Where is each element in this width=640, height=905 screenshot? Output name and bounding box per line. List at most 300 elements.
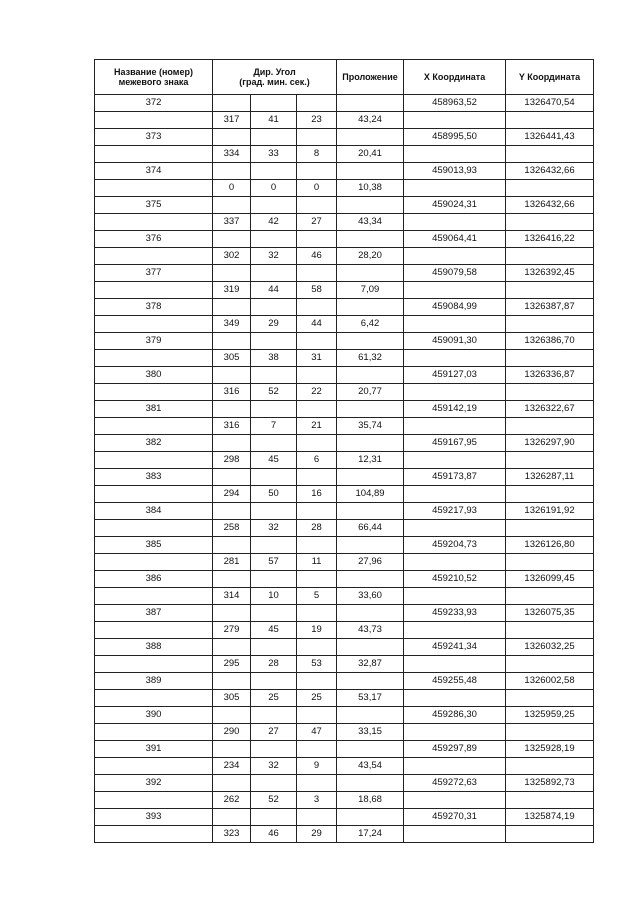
mark-name-empty [95,146,213,163]
length-empty [337,333,404,350]
length-empty [337,537,404,554]
y-coordinate-empty [506,384,594,401]
angle-minutes: 46 [251,826,297,843]
angle-minutes: 29 [251,316,297,333]
y-coordinate: 1326470,54 [506,95,594,112]
y-coordinate-empty [506,724,594,741]
angle-seconds: 19 [297,622,337,639]
segment-length: 28,20 [337,248,404,265]
angle-seconds: 8 [297,146,337,163]
x-coordinate: 459084,99 [404,299,506,316]
angle-degrees: 317 [213,112,251,129]
mark-name-empty [95,316,213,333]
x-coordinate-empty [404,656,506,673]
segment-row [95,418,594,435]
y-coordinate-empty [506,418,594,435]
y-coordinate-empty [506,112,594,129]
y-coordinate-empty [506,554,594,571]
y-coordinate-empty [506,520,594,537]
x-coordinate-empty [404,316,506,333]
y-coordinate-empty [506,316,594,333]
angle-deg-empty [213,367,251,384]
angle-seconds: 31 [297,350,337,367]
segment-length: 43,73 [337,622,404,639]
angle-deg-empty [213,129,251,146]
angle-degrees: 319 [213,282,251,299]
length-empty [337,775,404,792]
angle-min-empty [251,401,297,418]
segment-length: 33,60 [337,588,404,605]
length-empty [337,129,404,146]
y-coordinate: 1326002,58 [506,673,594,690]
x-coordinate-empty [404,248,506,265]
length-empty [337,673,404,690]
segment-row [95,622,594,639]
angle-deg-empty [213,435,251,452]
x-coordinate: 459024,31 [404,197,506,214]
x-coordinate: 459173,87 [404,469,506,486]
segment-row [95,180,594,197]
angle-min-empty [251,367,297,384]
point-row [95,809,594,826]
angle-sec-empty [297,163,337,180]
point-row [95,673,594,690]
point-row [95,367,594,384]
x-coordinate-empty [404,758,506,775]
point-row [95,537,594,554]
y-coordinate: 1326392,45 [506,265,594,282]
angle-minutes: 45 [251,622,297,639]
x-coordinate-empty [404,520,506,537]
angle-seconds: 5 [297,588,337,605]
mark-name: 389 [95,673,213,690]
x-coordinate: 459091,30 [404,333,506,350]
angle-degrees: 294 [213,486,251,503]
mark-name: 392 [95,775,213,792]
angle-minutes: 52 [251,384,297,401]
x-coordinate-empty [404,282,506,299]
mark-name: 381 [95,401,213,418]
angle-seconds: 16 [297,486,337,503]
angle-degrees: 305 [213,690,251,707]
angle-sec-empty [297,469,337,486]
mark-name-empty [95,826,213,843]
angle-min-empty [251,95,297,112]
segment-length: 12,31 [337,452,404,469]
angle-seconds: 9 [297,758,337,775]
point-row [95,129,594,146]
y-coordinate: 1326297,90 [506,435,594,452]
length-empty [337,605,404,622]
angle-sec-empty [297,605,337,622]
mark-name: 372 [95,95,213,112]
length-empty [337,231,404,248]
point-row [95,95,594,112]
angle-deg-empty [213,163,251,180]
mark-name: 376 [95,231,213,248]
y-coordinate: 1326191,92 [506,503,594,520]
point-row [95,163,594,180]
boundary-marks-table [94,59,594,843]
point-row [95,299,594,316]
mark-name: 388 [95,639,213,656]
segment-length: 66,44 [337,520,404,537]
segment-row [95,520,594,537]
y-coordinate-empty [506,180,594,197]
x-coordinate-empty [404,588,506,605]
mark-name-empty [95,622,213,639]
angle-minutes: 38 [251,350,297,367]
segment-row [95,452,594,469]
segment-length: 43,54 [337,758,404,775]
angle-min-empty [251,469,297,486]
angle-degrees: 262 [213,792,251,809]
x-coordinate-empty [404,452,506,469]
segment-row [95,146,594,163]
angle-min-empty [251,231,297,248]
length-empty [337,367,404,384]
angle-seconds: 28 [297,520,337,537]
x-coordinate-empty [404,350,506,367]
angle-seconds: 23 [297,112,337,129]
x-coordinate-empty [404,180,506,197]
angle-deg-empty [213,333,251,350]
angle-deg-empty [213,775,251,792]
length-empty [337,401,404,418]
x-coordinate-empty [404,554,506,571]
segment-length: 17,24 [337,826,404,843]
x-coordinate-empty [404,112,506,129]
angle-sec-empty [297,571,337,588]
y-coordinate: 1326075,35 [506,605,594,622]
angle-sec-empty [297,775,337,792]
angle-degrees: 337 [213,214,251,231]
mark-name-empty [95,418,213,435]
angle-min-empty [251,741,297,758]
x-coordinate-empty [404,486,506,503]
x-coordinate: 459286,30 [404,707,506,724]
angle-minutes: 52 [251,792,297,809]
angle-min-empty [251,537,297,554]
y-coordinate-empty [506,826,594,843]
x-coordinate: 459255,48 [404,673,506,690]
segment-row [95,214,594,231]
angle-minutes: 0 [251,180,297,197]
length-empty [337,639,404,656]
angle-sec-empty [297,639,337,656]
mark-name: 384 [95,503,213,520]
x-coordinate: 459272,63 [404,775,506,792]
x-coordinate: 459013,93 [404,163,506,180]
segment-row [95,384,594,401]
y-coordinate-empty [506,758,594,775]
y-coordinate: 1326432,66 [506,163,594,180]
point-row [95,231,594,248]
angle-seconds: 27 [297,214,337,231]
y-coordinate: 1326416,22 [506,231,594,248]
angle-deg-empty [213,537,251,554]
x-coordinate: 459079,58 [404,265,506,282]
x-coordinate-empty [404,792,506,809]
y-coordinate-empty [506,690,594,707]
length-empty [337,299,404,316]
angle-seconds: 21 [297,418,337,435]
angle-min-empty [251,503,297,520]
angle-degrees: 316 [213,384,251,401]
angle-sec-empty [297,673,337,690]
angle-degrees: 298 [213,452,251,469]
mark-name-empty [95,350,213,367]
angle-min-empty [251,435,297,452]
segment-length: 18,68 [337,792,404,809]
angle-deg-empty [213,265,251,282]
segment-length: 104,89 [337,486,404,503]
angle-min-empty [251,163,297,180]
y-coordinate-empty [506,486,594,503]
angle-minutes: 41 [251,112,297,129]
length-empty [337,435,404,452]
mark-name: 379 [95,333,213,350]
angle-deg-empty [213,197,251,214]
y-coordinate: 1326287,11 [506,469,594,486]
angle-seconds: 44 [297,316,337,333]
length-empty [337,197,404,214]
angle-deg-empty [213,673,251,690]
mark-name-empty [95,758,213,775]
y-coordinate: 1326322,67 [506,401,594,418]
mark-name: 378 [95,299,213,316]
mark-name: 374 [95,163,213,180]
segment-row [95,486,594,503]
angle-minutes: 57 [251,554,297,571]
header-length: Проложение [337,60,404,95]
angle-minutes: 32 [251,520,297,537]
header-y-coordinate: Y Координата [506,60,594,95]
segment-row [95,656,594,673]
header-mark-name: Название (номер) межевого знака [95,60,213,95]
mark-name: 390 [95,707,213,724]
x-coordinate: 458963,52 [404,95,506,112]
segment-row [95,792,594,809]
x-coordinate-empty [404,384,506,401]
length-empty [337,95,404,112]
angle-seconds: 53 [297,656,337,673]
angle-deg-empty [213,571,251,588]
angle-seconds: 11 [297,554,337,571]
mark-name: 386 [95,571,213,588]
y-coordinate: 1326126,80 [506,537,594,554]
segment-length: 6,42 [337,316,404,333]
segment-row [95,350,594,367]
length-empty [337,503,404,520]
y-coordinate: 1326386,70 [506,333,594,350]
angle-degrees: 349 [213,316,251,333]
x-coordinate-empty [404,214,506,231]
mark-name-empty [95,486,213,503]
angle-deg-empty [213,469,251,486]
y-coordinate-empty [506,656,594,673]
y-coordinate-empty [506,452,594,469]
y-coordinate-empty [506,350,594,367]
angle-seconds: 58 [297,282,337,299]
segment-length: 33,15 [337,724,404,741]
segment-length: 10,38 [337,180,404,197]
segment-length: 7,09 [337,282,404,299]
y-coordinate: 1326387,87 [506,299,594,316]
angle-deg-empty [213,605,251,622]
angle-deg-empty [213,503,251,520]
x-coordinate: 459204,73 [404,537,506,554]
y-coordinate-empty [506,214,594,231]
mark-name: 385 [95,537,213,554]
mark-name-empty [95,690,213,707]
y-coordinate-empty [506,622,594,639]
angle-seconds: 22 [297,384,337,401]
angle-min-empty [251,265,297,282]
x-coordinate-empty [404,146,506,163]
angle-min-empty [251,605,297,622]
angle-degrees: 302 [213,248,251,265]
mark-name-empty [95,554,213,571]
angle-deg-empty [213,741,251,758]
angle-minutes: 42 [251,214,297,231]
angle-min-empty [251,299,297,316]
angle-min-empty [251,775,297,792]
segment-length: 20,77 [337,384,404,401]
angle-sec-empty [297,367,337,384]
angle-degrees: 295 [213,656,251,673]
x-coordinate-empty [404,826,506,843]
angle-minutes: 44 [251,282,297,299]
angle-sec-empty [297,95,337,112]
angle-minutes: 50 [251,486,297,503]
point-row [95,503,594,520]
segment-row [95,248,594,265]
header-direction-angle: Дир. Угол (град. мин. сек.) [213,60,337,95]
y-coordinate: 1326336,87 [506,367,594,384]
angle-min-empty [251,707,297,724]
angle-sec-empty [297,333,337,350]
length-empty [337,741,404,758]
y-coordinate: 1325892,73 [506,775,594,792]
angle-min-empty [251,809,297,826]
mark-name: 391 [95,741,213,758]
segment-row [95,690,594,707]
angle-sec-empty [297,503,337,520]
x-coordinate: 459233,93 [404,605,506,622]
y-coordinate: 1326032,25 [506,639,594,656]
angle-degrees: 0 [213,180,251,197]
angle-deg-empty [213,231,251,248]
point-row [95,707,594,724]
segment-length: 43,34 [337,214,404,231]
point-row [95,571,594,588]
y-coordinate-empty [506,146,594,163]
angle-sec-empty [297,435,337,452]
mark-name: 383 [95,469,213,486]
segment-row [95,826,594,843]
segment-row [95,724,594,741]
length-empty [337,809,404,826]
angle-minutes: 10 [251,588,297,605]
y-coordinate: 1326099,45 [506,571,594,588]
y-coordinate: 1325874,19 [506,809,594,826]
angle-min-empty [251,571,297,588]
angle-sec-empty [297,707,337,724]
angle-degrees: 279 [213,622,251,639]
mark-name-empty [95,180,213,197]
angle-minutes: 45 [251,452,297,469]
point-row [95,333,594,350]
angle-deg-empty [213,299,251,316]
point-row [95,265,594,282]
y-coordinate: 1326441,43 [506,129,594,146]
point-row [95,605,594,622]
y-coordinate-empty [506,792,594,809]
segment-length: 53,17 [337,690,404,707]
angle-deg-empty [213,707,251,724]
x-coordinate: 459167,95 [404,435,506,452]
point-row [95,469,594,486]
angle-seconds: 0 [297,180,337,197]
x-coordinate: 459127,03 [404,367,506,384]
mark-name-empty [95,724,213,741]
angle-min-empty [251,129,297,146]
angle-minutes: 7 [251,418,297,435]
x-coordinate-empty [404,690,506,707]
angle-degrees: 316 [213,418,251,435]
x-coordinate: 459210,52 [404,571,506,588]
segment-length: 35,74 [337,418,404,435]
angle-seconds: 6 [297,452,337,469]
y-coordinate: 1325928,19 [506,741,594,758]
segment-length: 61,32 [337,350,404,367]
mark-name-empty [95,588,213,605]
angle-degrees: 314 [213,588,251,605]
point-row [95,197,594,214]
angle-degrees: 305 [213,350,251,367]
mark-name: 387 [95,605,213,622]
angle-seconds: 25 [297,690,337,707]
point-row [95,435,594,452]
point-row [95,741,594,758]
x-coordinate-empty [404,622,506,639]
x-coordinate: 458995,50 [404,129,506,146]
segment-row [95,554,594,571]
point-row [95,401,594,418]
mark-name-empty [95,248,213,265]
angle-degrees: 234 [213,758,251,775]
angle-min-empty [251,197,297,214]
segment-row [95,316,594,333]
x-coordinate: 459217,93 [404,503,506,520]
mark-name-empty [95,282,213,299]
point-row [95,639,594,656]
angle-minutes: 33 [251,146,297,163]
segment-row [95,588,594,605]
angle-seconds: 3 [297,792,337,809]
segment-row [95,282,594,299]
header-x-coordinate: X Координата [404,60,506,95]
point-row [95,775,594,792]
angle-min-empty [251,639,297,656]
length-empty [337,265,404,282]
mark-name: 375 [95,197,213,214]
mark-name: 393 [95,809,213,826]
mark-name-empty [95,112,213,129]
angle-seconds: 46 [297,248,337,265]
mark-name: 373 [95,129,213,146]
